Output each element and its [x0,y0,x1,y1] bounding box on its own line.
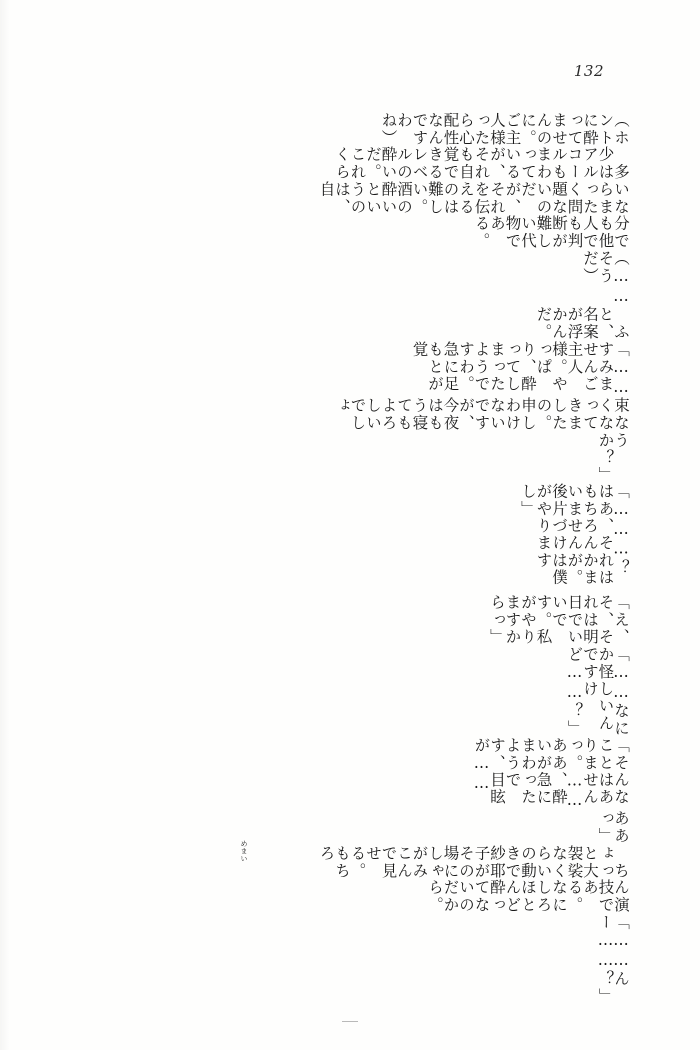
ruby-gloss-memai: めまい [240,840,248,863]
text-column: いならまったく問題ないのだが、それを伝えるのは難しい。酒の酔いというのは、自 [317,180,630,216]
text-column: 束なくなってきましたの。申しわけないですが、今夜はもう寝てもよろしいでしょ [333,397,630,432]
page-edge-shading [0,0,10,1050]
text-column: 「そんなことはありませんっ。……ああ、酔いが急にまわったようです、目眩が…… [472,736,630,811]
page-number: 132 [573,62,604,80]
text-column: 「……すみませんご主人様。やっぱり、酔ってしまったようですわ。急に足もとが覚 [410,340,630,398]
vertical-text-body [72,112,630,1005]
text-column: 多少はアルコールもまわっているが、それも自覚できるレベルの酔いだ。これくら [333,146,630,181]
text-column: 「……なにか怪しいんですけど……？」 [565,645,630,737]
text-column: （ホントに酔ってませんのに。ご主人様ったら心配性なんですわね） [379,112,630,147]
text-column: 「………？ はあ、それはもちろんかまいませんが。後片づけは僕がやりますし」 [519,483,630,594]
text-column: ああっ」 [596,810,630,845]
text-column: ん演技である。なにしろほとんど酔ってないのだから。 [426,879,630,914]
text-column: ちょっと大袈裟なくらいの動きで紗耶子がその場にしゃがみこんで見せる。もちろ [317,844,630,880]
text-column: うか？」 [596,431,630,484]
text-column: 「え、そ、それは明日でいいです。私がやりますからっ」 [488,593,630,646]
text-column: 「……んー……？」 [596,913,630,1005]
text-column: ふと、名案が浮かんだ。 [534,306,630,341]
text-column: 分でも他人でも判断が難しい代物である。 [472,215,630,250]
text-column: （……そうだ） [581,249,630,307]
page-bottom-mark [342,1021,358,1022]
